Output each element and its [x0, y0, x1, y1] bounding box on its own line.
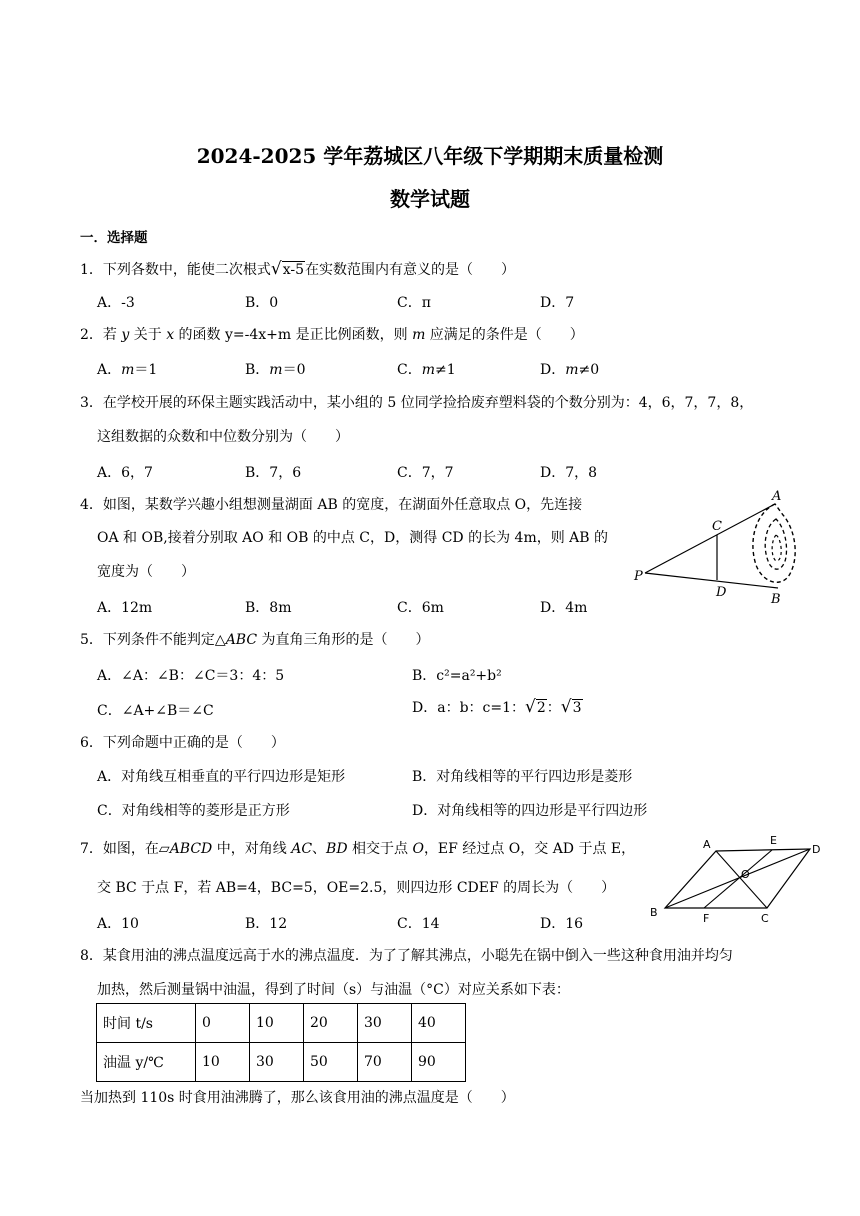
- table-cell: 30: [250, 1043, 304, 1082]
- q3-option-a[interactable]: A．6，7: [97, 465, 153, 481]
- q5-option-c[interactable]: C．∠A+∠B＝∠C: [97, 703, 214, 719]
- lake-outline-outer: [753, 504, 795, 582]
- table-row: [97, 1004, 466, 1043]
- q5-text: 5．下列条件不能判定△: [80, 632, 226, 648]
- label-c: C: [761, 912, 769, 924]
- question-4-line-3: 宽度为（ ）: [97, 564, 195, 580]
- label-a: A: [772, 489, 782, 504]
- q6-option-d[interactable]: D．对角线相等的四边形是平行四边形: [412, 803, 648, 819]
- q1-prefix: 1．下列各数中，能使二次根式: [80, 262, 271, 278]
- q1-option-a[interactable]: A．-3: [97, 295, 135, 311]
- label-c: C: [712, 519, 722, 534]
- q6-option-a[interactable]: A．对角线互相垂直的平行四边形是矩形: [97, 769, 346, 785]
- q7-option-b[interactable]: B．12: [245, 916, 288, 932]
- page-subtitle: 数学试题: [390, 187, 470, 211]
- q7-text: 、: [312, 841, 327, 857]
- table-cell: 90: [412, 1043, 466, 1082]
- sqrt-symbol: √: [560, 697, 572, 717]
- option-sep: ：: [546, 700, 561, 716]
- option-var: m: [121, 362, 135, 378]
- q1-radicand: x-5: [282, 262, 305, 278]
- q1-option-c[interactable]: C．π: [397, 295, 431, 311]
- label-b: B: [771, 592, 781, 607]
- page-title: 2024-2025 学年荔城区八年级下学期期末质量检测: [196, 144, 664, 168]
- table-cell: 20: [304, 1004, 358, 1043]
- lake-outline-middle: [765, 519, 786, 569]
- question-2: [80, 325, 584, 345]
- q7-text: ，EF 经过点 O，交 AD 于点 E，: [423, 841, 636, 857]
- q3-option-d[interactable]: D．7，8: [540, 465, 598, 481]
- q2-text: 2．若: [80, 327, 122, 343]
- question-8-line-1: 8．某食用油的沸点温度远高于水的沸点温度．为了了解其沸点，小聪先在锅中倒入一些这种食用油并均匀: [80, 948, 733, 964]
- label-f: F: [703, 912, 710, 924]
- q7-text: 7．如图，在▱: [80, 841, 170, 857]
- time-temperature-table: [96, 1003, 466, 1082]
- option-letter: B．: [245, 362, 270, 378]
- q7-text: 中，对角线: [212, 841, 292, 857]
- lake-figure: [628, 485, 808, 610]
- q2-option-c[interactable]: [397, 359, 456, 379]
- q1-option-b[interactable]: B．0: [245, 295, 279, 311]
- lake-outline-inner: [772, 535, 781, 561]
- label-d: D: [716, 585, 727, 600]
- option-text: D．a：b：c=1：: [412, 700, 526, 716]
- q2-option-b[interactable]: [245, 359, 306, 379]
- q7-var: O: [412, 841, 424, 857]
- q7-var: BD: [326, 841, 348, 857]
- q2-option-d[interactable]: [540, 359, 599, 379]
- q2-text: 应满足的条件是（ ）: [425, 327, 584, 343]
- question-1: [80, 259, 515, 280]
- q5-option-a[interactable]: A．∠A：∠B：∠C＝3：4：5: [97, 668, 285, 684]
- label-a: A: [703, 838, 711, 851]
- question-8-line-3: 当加热到 110s 时食用油沸腾了，那么该食用油的沸点温度是（ ）: [80, 1090, 515, 1106]
- q2-option-a[interactable]: [97, 359, 157, 379]
- table-cell: 40: [412, 1004, 466, 1043]
- table-cell: 0: [196, 1004, 250, 1043]
- question-6: 6．下列命题中正确的是（ ）: [80, 735, 285, 751]
- radicand: 3: [572, 700, 582, 716]
- label-o: O: [741, 868, 750, 881]
- q3-option-b[interactable]: B．7，6: [245, 465, 302, 481]
- q7-var: AC: [291, 841, 313, 857]
- question-4-line-2: OA 和 OB,接着分别取 AO 和 OB 的中点 C，D，测得 CD 的长为 4m，则 AB 的: [97, 530, 609, 546]
- q4-option-b[interactable]: B．8m: [245, 600, 292, 616]
- option-rest: ≠0: [578, 362, 600, 378]
- question-5: [80, 630, 430, 650]
- label-b: B: [650, 906, 658, 919]
- option-rest: ＝1: [134, 362, 158, 378]
- option-var: m: [565, 362, 579, 378]
- option-letter: A．: [97, 362, 122, 378]
- q1-option-d[interactable]: D．7: [540, 295, 575, 311]
- table-cell: 10: [196, 1043, 250, 1082]
- option-letter: D．: [540, 362, 566, 378]
- option-rest: ≠1: [435, 362, 456, 378]
- q7-option-c[interactable]: C．14: [397, 916, 440, 932]
- q4-option-a[interactable]: A．12m: [97, 600, 153, 616]
- q6-option-b[interactable]: B．对角线相等的平行四边形是菱形: [412, 769, 633, 785]
- radicand: 2: [536, 700, 546, 716]
- q4-option-d[interactable]: D．4m: [540, 600, 588, 616]
- question-4-line-1: 4．如图，某数学兴趣小组想测量湖面 AB 的宽度，在湖面外任意取点 O，先连接: [80, 497, 583, 513]
- option-rest: ＝0: [282, 362, 306, 378]
- q5-option-d[interactable]: [412, 697, 583, 717]
- question-3-line-1: 3．在学校开展的环保主题实践活动中，某小组的 5 位同学捡拾废弃塑料袋的个数分别为：4，6，7，7，8，: [80, 395, 754, 411]
- q7-option-a[interactable]: A．10: [97, 916, 139, 932]
- q3-option-c[interactable]: C．7，7: [397, 465, 454, 481]
- table-cell: 30: [358, 1004, 412, 1043]
- question-7-line-1: [80, 839, 635, 859]
- sqrt-symbol: √: [525, 697, 536, 717]
- segment-pb: [645, 573, 778, 588]
- parallelogram-figure: [642, 832, 832, 924]
- label-p: P: [634, 569, 643, 584]
- option-letter: C．: [397, 362, 422, 378]
- table-header-time: 时间 t/s: [97, 1004, 196, 1043]
- table-row: [97, 1043, 466, 1082]
- table-header-temperature: 油温 y/℃: [97, 1043, 196, 1082]
- label-e: E: [770, 834, 777, 847]
- q2-text: 关于: [129, 327, 167, 343]
- q2-var-m: m: [412, 327, 426, 343]
- option-var: m: [269, 362, 283, 378]
- table-cell: 70: [358, 1043, 412, 1082]
- q7-option-d[interactable]: D．16: [540, 916, 584, 932]
- question-8-line-2: 加热，然后测量锅中油温，得到了时间（s）与油温（°C）对应关系如下表：: [97, 982, 570, 998]
- question-7-line-2: 交 BC 于点 F，若 AB=4，BC=5，OE=2.5，则四边形 CDEF 的周长为（ ）: [97, 880, 616, 896]
- q2-var-x: x: [166, 327, 175, 343]
- section-heading: 一．选择题: [80, 230, 148, 246]
- q1-suffix: 在实数范围内有意义的是（ ）: [305, 262, 516, 278]
- question-3-line-2: 这组数据的众数和中位数分别为（ ）: [97, 429, 349, 445]
- q4-option-c[interactable]: C．6m: [397, 600, 444, 616]
- q6-option-c[interactable]: C．对角线相等的菱形是正方形: [97, 803, 290, 819]
- option-var: m: [421, 362, 435, 378]
- q7-text: 相交于点: [347, 841, 413, 857]
- q2-var-y: y: [121, 327, 130, 343]
- q7-var: ABCD: [169, 841, 213, 857]
- sqrt-symbol: √: [270, 259, 282, 279]
- q2-text: 的函数 y=-4x+m 是正比例函数，则: [174, 327, 413, 343]
- q5-triangle-name: ABC: [225, 632, 258, 648]
- q5-text: 为直角三角形的是（ ）: [257, 632, 430, 648]
- q5-option-b[interactable]: B．c²=a²+b²: [412, 668, 502, 684]
- segment-ef: [704, 850, 772, 908]
- table-cell: 10: [250, 1004, 304, 1043]
- label-d: D: [812, 843, 821, 856]
- table-cell: 50: [304, 1043, 358, 1082]
